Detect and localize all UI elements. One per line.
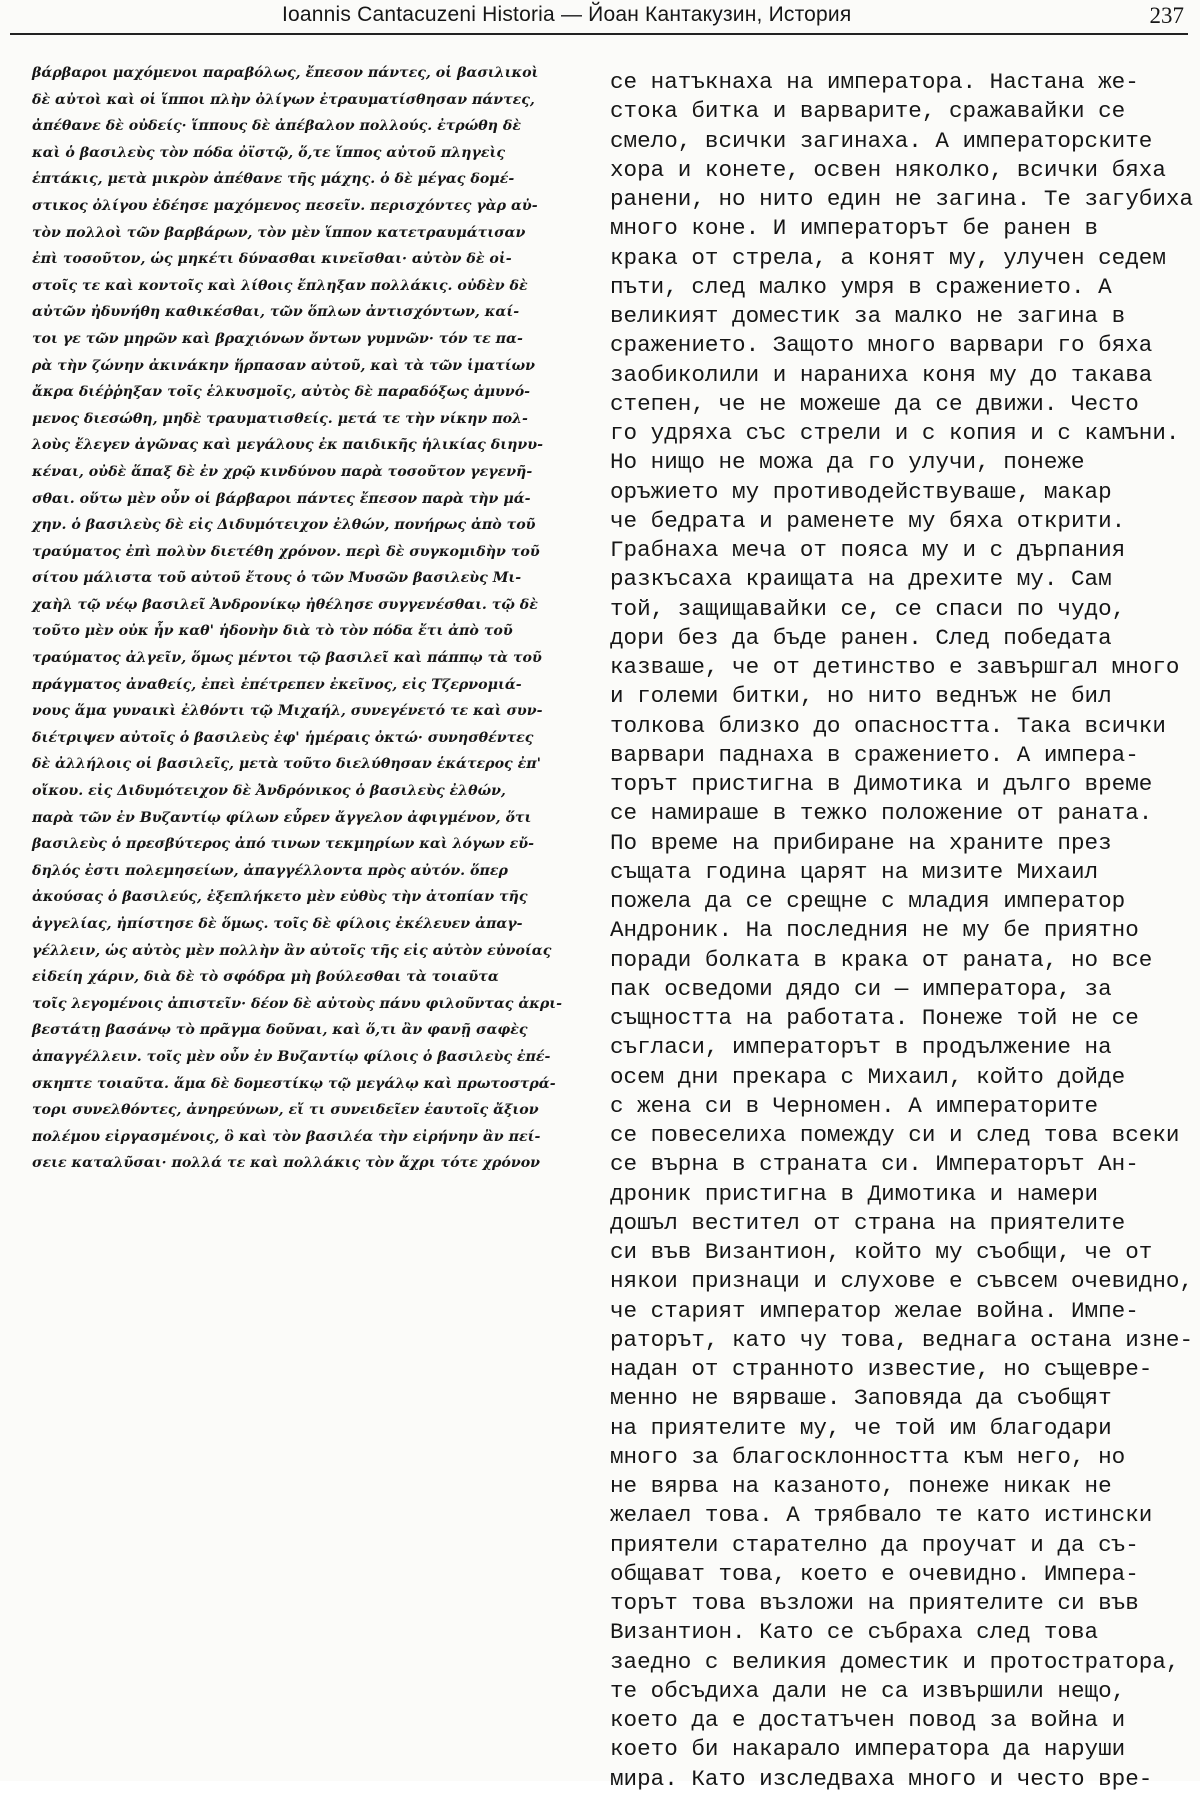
bulgarian-text-line: дошъл вестител от страна на приятелите	[610, 1209, 1126, 1236]
bulgarian-text-line: общават това, което е очевидно. Импера-	[610, 1560, 1139, 1587]
greek-text-line: δὲ αὐτοὶ καὶ οἱ ἵπποι πλὴν ὀλίγων ἐτραυματίσθησαν πάντες,	[32, 91, 535, 108]
bulgarian-text-line: желаел това. А трябвало те като истински	[610, 1502, 1153, 1529]
bulgarian-text-line: мира. Като изследваха много и често вре-	[610, 1765, 1153, 1792]
greek-text-line: σθαι. οὕτω μὲν οὖν οἱ βάρβαροι πάντες ἔπεσον παρὰ τὴν μά-	[32, 490, 531, 507]
greek-text-line: τὸν πολλοὶ τῶν βαρβάρων, τὸν μὲν ἵππον κατετραυμάτισαν	[32, 224, 526, 241]
bulgarian-text-line: се натъкнаха на императора. Настана же-	[610, 69, 1139, 95]
bulgarian-text-line: толкова близко до опасността. Така всички	[610, 712, 1166, 739]
greek-text-line: πολέμου εἰργασμένοις, ὃ καὶ τὸν βασιλέα τὴν εἰρήνην ἂν πεί-	[32, 1128, 541, 1145]
bulgarian-text-line: стока битка и варварите, сражавайки се	[610, 98, 1126, 125]
greek-text-line: διέτριψεν αὐτοῖς ὁ βασιλεὺς ἐφ' ἡμέραις ὀκτώ· συνησθέντες	[32, 729, 534, 746]
bulgarian-text-line: същата година царят на мизите Михаил	[610, 858, 1099, 885]
greek-text-line: στοῖς τε καὶ κοντοῖς καὶ λίθοις ἔπληξαν πολλάκις. οὐδὲν δὲ	[32, 277, 528, 294]
bulgarian-text-line: пъти, след малко умря в сражението. А	[610, 273, 1112, 300]
running-title: Ioannis Cantacuzeni Historia — Йоан Кантакузин, История	[282, 3, 852, 26]
greek-text-line: δὲ ἀλλήλοις οἱ βασιλεῖς, μετὰ τοῦτο διελύθησαν ἑκάτερος ἐπ'	[32, 756, 541, 773]
bulgarian-text-line: Византион. Като се събраха след това	[610, 1619, 1099, 1646]
greek-text-line: λοὺς ἔλεγεν ἀγῶνας καὶ μεγάλους ἐκ παιδικῆς ἡλικίας διηνυ-	[32, 437, 543, 454]
greek-text-line: σειε καταλῦσαι· πολλά τε καὶ πολλάκις τὸν ἄχρι τότε χρόνον	[32, 1155, 541, 1172]
greek-text-column	[32, 60, 588, 1172]
bulgarian-text-line: се повеселиха помежду си и след това всеки	[610, 1122, 1180, 1148]
greek-text-line: τοι γε τῶν μηρῶν καὶ βραχιόνων ὄντων γυμνῶν· τόν τε πα-	[32, 330, 523, 347]
greek-text-line: παρὰ τῶν ἐν Βυζαντίῳ φίλων εὗρεν ἄγγελον ἀφιγμένον, ὅτι	[32, 809, 532, 826]
greek-text-line: ἀκούσας ὁ βασιλεύς, ἐξεπλήκετο μὲν εὐθὺς τὴν ἀτοπίαν τῆς	[32, 889, 528, 906]
greek-text-line: αὐτῶν ἠδυνήθη καθικέσθαι, τῶν ὅπλων ἀντισχόντων, καί-	[32, 304, 520, 321]
running-header	[0, 0, 1200, 32]
greek-text-line: πράγματος ἀναθείς, ἐπεὶ ἐπέτρεπεν ἐκεῖνος, εἰς Τζερνομιά-	[32, 676, 522, 693]
bulgarian-text-line: те обсъдиха дали не са извършили нещо,	[610, 1677, 1126, 1704]
page-number: 237	[1149, 3, 1184, 28]
bulgarian-text-line: сражението. Защото много варвари го бяха	[610, 332, 1153, 359]
bulgarian-text-line: и големи битки, но нито веднъж не бил	[610, 683, 1112, 710]
bulgarian-text-line: че бедрата и раменете му бяха открити.	[610, 507, 1126, 534]
bulgarian-text-column	[610, 68, 1194, 1792]
greek-text-line: βεστάτῃ βασάνῳ τὸ πρᾶγμα δοῦναι, καὶ ὅ,τι ἂν φανῇ σαφὲς	[32, 1022, 528, 1039]
bulgarian-text-line: великият доместик за малко не загина в	[610, 303, 1126, 329]
bulgarian-text-line: много за благосклонността към него, но	[610, 1443, 1126, 1470]
greek-text-line: χαὴλ τῷ νέῳ βασιλεῖ Ἀνδρονίκῳ ἠθέλησε συγγενέσθαι. τῷ δὲ	[32, 596, 538, 613]
greek-text-line: τραύματος ἐπὶ πολὺν διετέθη χρόνον. περὶ δὲ συγκομιδὴν τοῦ	[32, 543, 540, 560]
bulgarian-text-line: дроник пристигна в Димотика и намери	[610, 1180, 1099, 1207]
greek-text-line: οἴκου. εἰς Διδυμότειχον δὲ Ἀνδρόνικος ὁ βασιλεὺς ἐλθών,	[32, 783, 506, 800]
greek-text-line: βάρβαροι μαχόμενοι παραβόλως, ἔπεσον πάντες, οἱ βασιλικοὶ	[32, 65, 539, 81]
greek-text-line: εἰδείη χάριν, διὰ δὲ τὸ σφόδρα μὴ βούλεσθαι τὰ τοιαῦτα	[32, 969, 499, 986]
greek-text-line: βασιλεὺς ὁ πρεσβύτερος ἀπό τινων τεκμηρίων καὶ λόγων εὔ-	[32, 836, 535, 853]
greek-text-line: ἀπαγγέλλειν. τοῖς μὲν οὖν ἐν Βυζαντίῳ φίλοις ὁ βασιλεὺς ἐπέ-	[32, 1048, 551, 1065]
bulgarian-text-line: ранени, но нито един не загина. Те загубиха	[610, 186, 1194, 212]
greek-text-line: στικος ὀλίγου ἐδέησε μαχόμενος πεσεῖν. περισχόντες γὰρ αὐ-	[32, 197, 538, 214]
bulgarian-text-line: заедно с великия доместик и протостратора,	[610, 1648, 1180, 1675]
bulgarian-text-line: разкъсаха краищата на дрехите му. Сам	[610, 566, 1112, 593]
greek-text-line: κέναι, οὐδὲ ἅπαξ δὲ ἐν χρῷ κινδύνου παρὰ τοσοῦτον γεγενῆ-	[32, 463, 533, 480]
bulgarian-text-line: си във Византион, който му съобщи, че от	[610, 1239, 1153, 1265]
greek-text-line: τοῦτο μὲν οὐκ ἦν καθ' ἡδονὴν διὰ τὸ τὸν πόδα ἔτι ἀπὸ τοῦ	[32, 623, 513, 640]
bulgarian-text-line: същността на работата. Понеже той не се	[610, 1005, 1139, 1031]
bulgarian-text-line: торът пристигна в Димотика и дълго време	[610, 771, 1153, 797]
bulgarian-text-line: което да е достатъчен повод за война и	[610, 1707, 1126, 1733]
greek-text-line: καὶ ὁ βασιλεὺς τὸν πόδα ὀϊστῷ, ὅ,τε ἵππος αὐτοῦ πληγεὶς	[32, 144, 505, 161]
bulgarian-text-line: варвари паднаха в сражението. А импера-	[610, 741, 1139, 768]
bulgarian-text-line: поради болката в крака от раната, но все	[610, 946, 1153, 973]
greek-text-line: μενος διεσώθη, μηδὲ τραυματισθείς. μετά τε τὴν νίκην πολ-	[32, 410, 528, 427]
greek-text-line: γέλλειν, ὡς αὐτὸς μὲν πολλὴν ἂν αὐτοῖς τῆς εἰς αὐτὸν εὐνοίας	[32, 942, 552, 959]
bulgarian-text-line: с жена си в Черномен. А императорите	[610, 1092, 1099, 1119]
bulgarian-text-line: се върна в страната си. Императорът Ан-	[610, 1151, 1139, 1178]
bulgarian-text-line: пожела да се срещне с младия император	[610, 888, 1126, 914]
greek-text-line: τορι συνελθόντες, ἀνηρεύνων, εἴ τι συνειδεῖεν ἑαυτοῖς ἄξιον	[32, 1102, 539, 1119]
greek-text-line: σκηπτε τοιαῦτα. ἅμα δὲ δομεστίκῳ τῷ μεγάλῳ καὶ πρωτοστρά-	[32, 1075, 556, 1092]
bulgarian-text-line: хора и конете, освен няколко, всички бяха	[610, 156, 1166, 183]
bulgarian-text-line: Грабнаха меча от пояса му и с дърпания	[610, 537, 1126, 563]
bulgarian-text-line: че старият император желае война. Импе-	[610, 1297, 1139, 1324]
bulgarian-text-line: много коне. И императорът бе ранен в	[610, 215, 1099, 242]
greek-text-line: ἀπέθανε δὲ οὐδείς· ἵππους δὲ ἀπέβαλον πολλούς. ἐτρώθη δὲ	[32, 118, 522, 135]
bulgarian-text-line: оръжието му противодействуваше, макар	[610, 478, 1112, 505]
bulgarian-text-line: осем дни прекара с Михаил, който дойде	[610, 1063, 1126, 1090]
bulgarian-text-line: което би накарало императора да наруши	[610, 1736, 1126, 1763]
bulgarian-text-line: той, защищавайки се, се спаси по чудо,	[610, 595, 1126, 622]
bulgarian-text-line: Но нищо не можа да го улучи, понеже	[610, 449, 1085, 476]
bulgarian-text-line: го удряха със стрели и с копия и с камъни.	[610, 420, 1180, 446]
bulgarian-text-line: дори без да бъде ранен. След победата	[610, 624, 1112, 651]
bulgarian-text-line: Андроник. На последния не му бе приятно	[610, 917, 1139, 944]
bulgarian-text-line: не вярва на казаното, понеже никак не	[610, 1473, 1112, 1499]
bulgarian-text-line: смело, всички загинаха. А императорските	[610, 127, 1153, 154]
greek-text-line: ρὰ τὴν ζώνην ἀκινάκην ἥρπασαν αὐτοῦ, καὶ τὰ τῶν ἱματίων	[32, 357, 535, 374]
bulgarian-text-line: някои признаци и слухове е съвсем очевидно,	[610, 1268, 1194, 1295]
header-rule	[10, 33, 1188, 35]
greek-text-line: σίτου μάλιστα τοῦ αὐτοῦ ἔτους ὁ τῶν Μυσῶν βασιλεὺς Μι-	[32, 570, 522, 587]
greek-text-line: ἐπὶ τοσοῦτον, ὡς μηκέτι δύνασθαι κινεῖσθαι· αὐτὸν δὲ οἰ-	[32, 251, 512, 268]
bulgarian-text-line: пак осведоми дядо си — императора, за	[610, 975, 1112, 1002]
greek-text-line: ἀγγελίας, ἠπίστησε δὲ ὅμως. τοῖς δὲ φίλοις ἐκέλευεν ἀπαγ-	[32, 916, 523, 932]
bulgarian-text-line: приятели старателно да проучат и да съ-	[610, 1531, 1139, 1558]
bulgarian-text-line: се намираше в тежко положение от раната.	[610, 800, 1153, 827]
greek-text-line: δηλός ἐστι πολεμησείων, ἀπαγγέλλοντα πρὸς αὐτόν. ὅπερ	[32, 862, 508, 879]
bulgarian-text-line: казваше, че от детинство е завършгал много	[610, 654, 1180, 680]
bulgarian-text-line: на приятелите му, че той им благодари	[610, 1414, 1112, 1441]
greek-text-line: χην. ὁ βασιλεὺς δὲ εἰς Διδυμότειχον ἐλθών, πονήρως ἀπὸ τοῦ	[32, 517, 536, 534]
bulgarian-text-line: По време на прибиране на храните през	[610, 829, 1112, 856]
bulgarian-text-line: менно не вярваше. Заповяда да съобщят	[610, 1385, 1112, 1412]
greek-text-line: ἄκρα διέῤῥηξαν τοῖς ἑλκυσμοῖς, αὐτὸς δὲ παραδόξως ἀμυνό-	[32, 384, 531, 401]
bulgarian-text-line: степен, че не можеше да се движи. Често	[610, 390, 1139, 417]
bulgarian-text-line: раторът, като чу това, веднага остана изне-	[610, 1326, 1194, 1353]
greek-text-line: ἑπτάκις, μετὰ μικρὸν ἀπέθανε τῆς μάχης. ὁ δὲ μέγας δομέ-	[32, 171, 515, 188]
bulgarian-text-line: съгласи, императорът в продължение на	[610, 1034, 1112, 1061]
greek-text-line: νους ἅμα γυναικὶ ἐλθόντι τῷ Μιχαήλ, συνεγένετό τε καὶ συν-	[32, 703, 543, 720]
greek-text-line: τοῖς λεγομένοις ἀπιστεῖν· δέον δὲ αὐτοὺς πάνυ φιλοῦντας ἀκρι-	[32, 995, 563, 1012]
bulgarian-text-line: крака от стрела, а конят му, улучен седем	[610, 244, 1166, 271]
bulgarian-text-line: торът това възложи на приятелите си във	[610, 1590, 1139, 1616]
greek-text-line: τραύματος ἀλγεῖν, ὅμως μέντοι τῷ βασιλεῖ καὶ πάππῳ τὰ τοῦ	[32, 650, 542, 667]
bulgarian-text-line: надан от странното известие, но същевре-	[610, 1356, 1153, 1382]
bulgarian-text-line: заобиколили и нараниха коня му до такава	[610, 361, 1153, 388]
